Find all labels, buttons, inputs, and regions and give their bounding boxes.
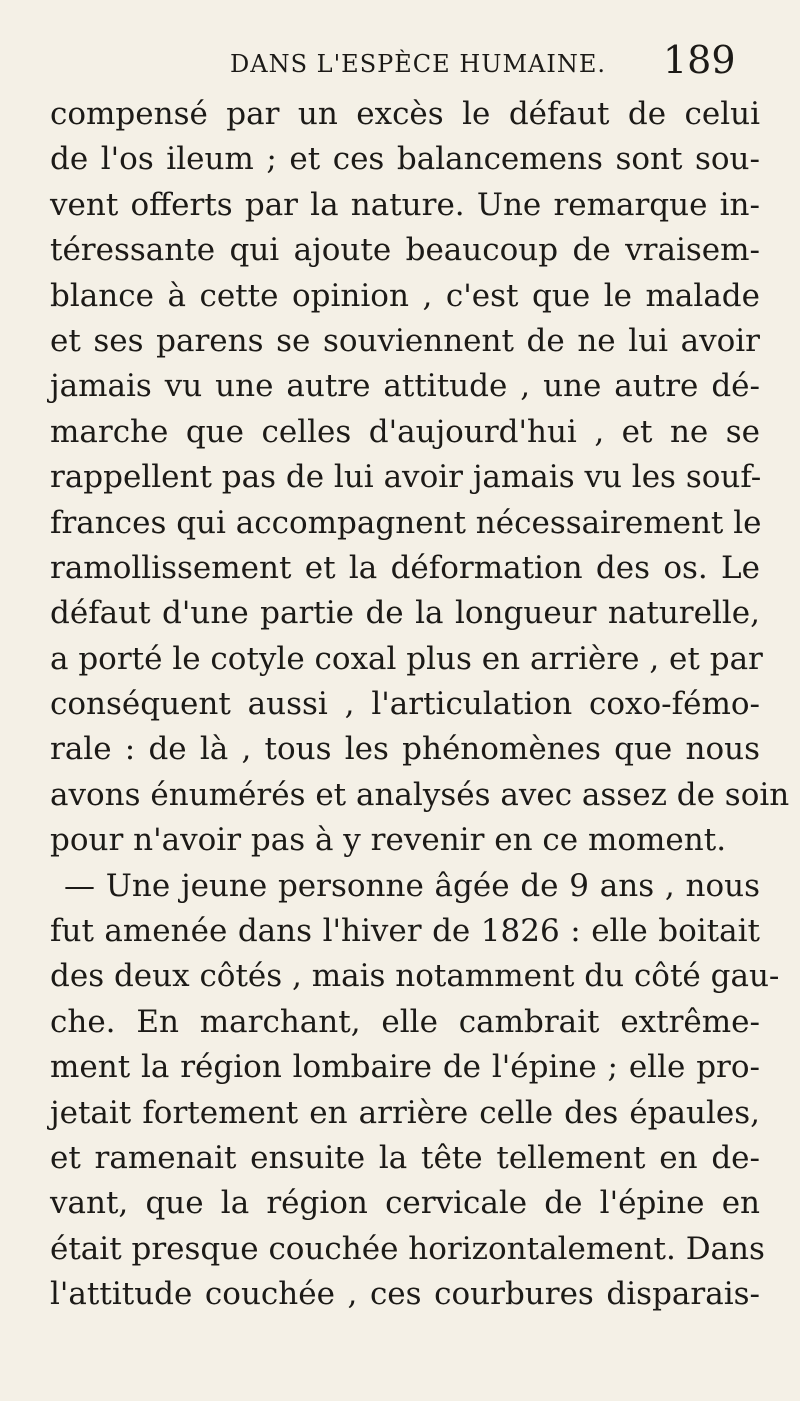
text-line: des deux côtés , mais notamment du côté gau- xyxy=(50,958,780,995)
text-line: compensé par un excès le défaut de celui xyxy=(50,96,760,132)
page-number: 189 xyxy=(663,38,736,82)
text-line: ment la région lombaire de l'épine ; elle pro- xyxy=(50,1049,760,1086)
text-line: a porté le cotyle coxal plus en arrière , et par xyxy=(50,640,763,677)
text-line: et ramenait ensuite la tête tellement en de- xyxy=(50,1139,760,1176)
text-line: était presque couchée horizontalement. Dans xyxy=(50,1230,765,1267)
text-line: de l'os ileum ; et ces balancemens sont sou- xyxy=(50,141,760,178)
text-line: défaut d'une partie de la longueur naturelle, xyxy=(50,595,760,632)
text-line: — Une jeune personne âgée de 9 ans , nous xyxy=(64,867,760,904)
body-text xyxy=(50,92,790,1318)
text-line: jamais vu une autre attitude , une autre dé- xyxy=(50,368,760,405)
text-line: téressante qui ajoute beaucoup de vraisem- xyxy=(50,232,760,269)
text-line: marche que celles d'aujourd'hui , et ne se xyxy=(50,413,760,450)
text-line: rappellent pas de lui avoir jamais vu les souf- xyxy=(50,459,762,496)
text-line: rale : de là , tous les phénomènes que nous xyxy=(50,731,760,768)
text-line: che. En marchant, elle cambrait extrême- xyxy=(50,1003,760,1040)
text-line: vent offerts par la nature. Une remarque in- xyxy=(50,186,760,223)
text-line: jetait fortement en arrière celle des épaules, xyxy=(50,1094,760,1131)
text-line: et ses parens se souviennent de ne lui avoir xyxy=(50,322,760,359)
text-line: blance à cette opinion , c'est que le malade xyxy=(50,277,760,314)
text-line: conséquent aussi , l'articulation coxo-fémo- xyxy=(50,686,760,723)
text-line: avons énumérés et analysés avec assez de soin xyxy=(50,776,790,813)
text-line: ramollissement et la déformation des os. Le xyxy=(50,549,760,586)
text-line: l'attitude couchée , ces courbures disparais- xyxy=(50,1276,760,1313)
running-head: DANS L'ESPÈCE HUMAINE. xyxy=(230,50,607,78)
text-line: vant, que la région cervicale de l'épine en xyxy=(50,1185,760,1222)
text-line: pour n'avoir pas à y revenir en ce moment. xyxy=(50,822,727,859)
text-line: fut amenée dans l'hiver de 1826 : elle boitait xyxy=(50,913,760,950)
text-line: frances qui accompagnent nécessairement le xyxy=(50,504,762,541)
